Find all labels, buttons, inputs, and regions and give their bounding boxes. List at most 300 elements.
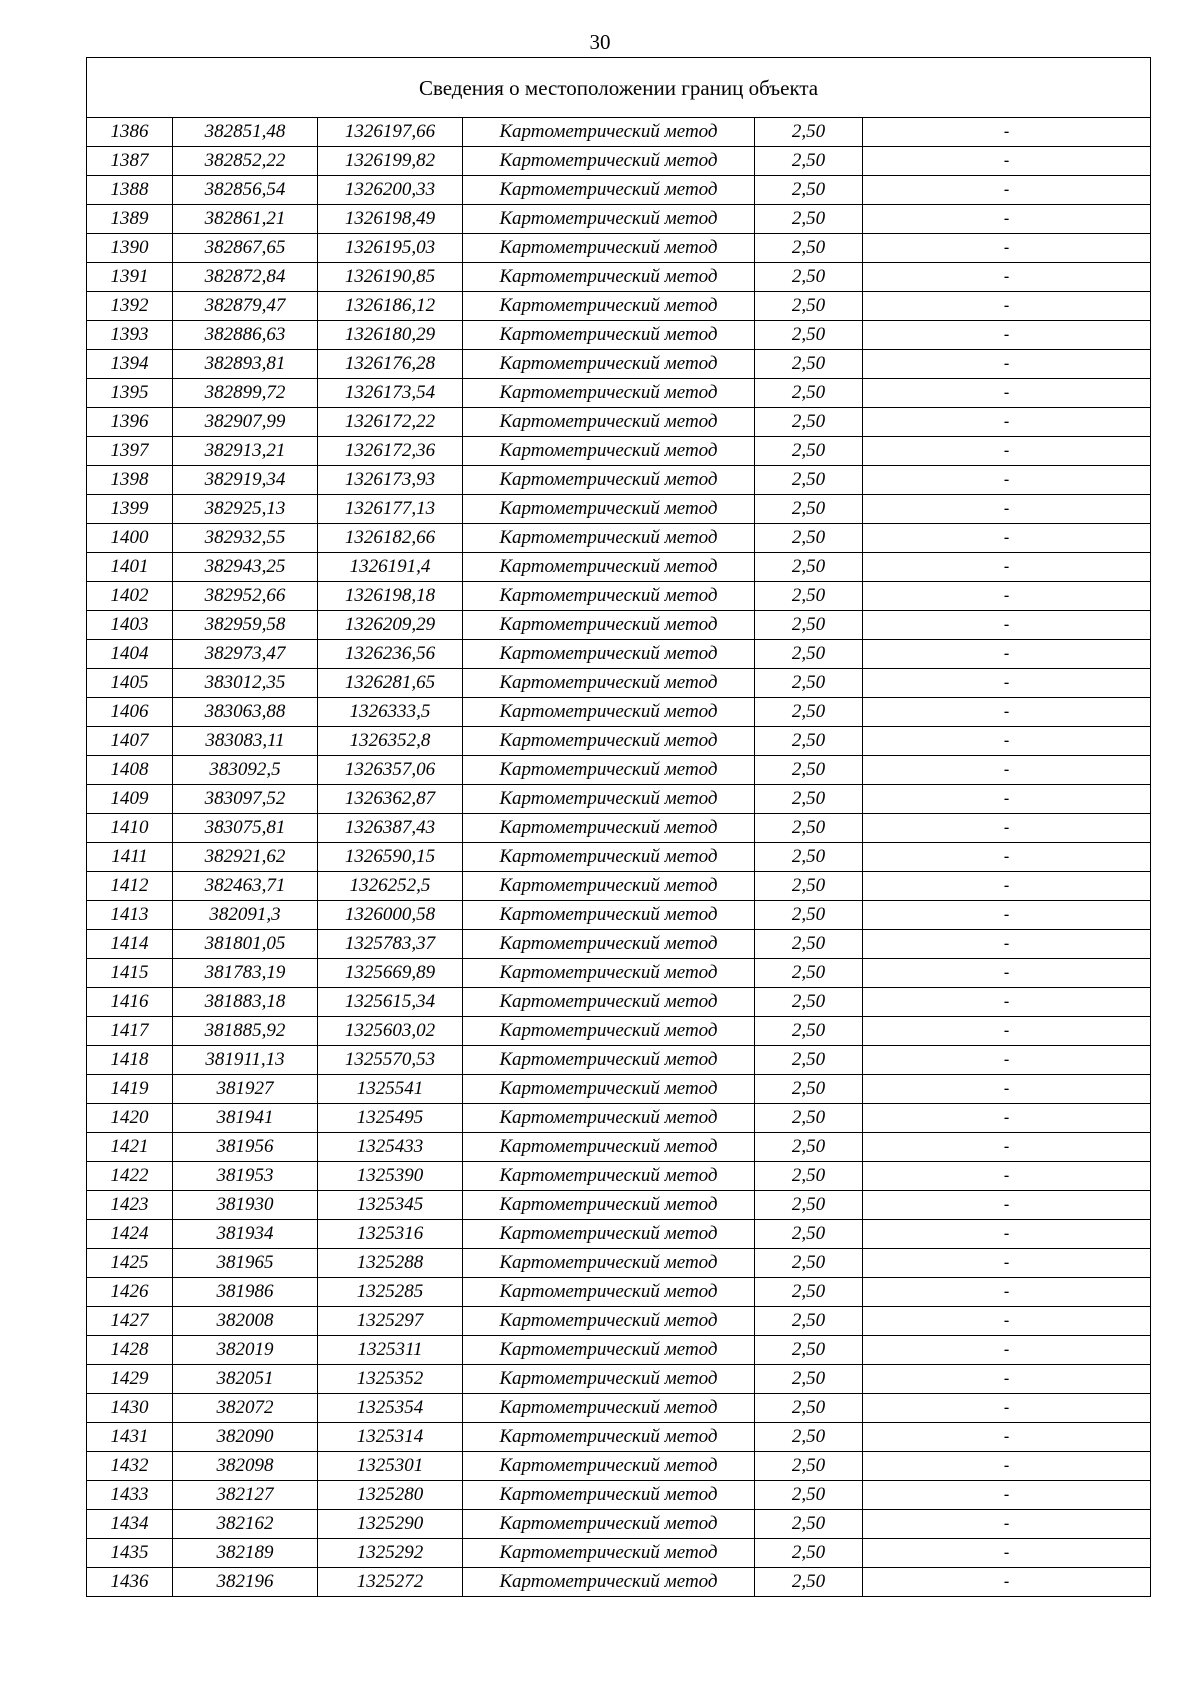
point-number-cell: 1395 — [87, 379, 173, 408]
method-cell: Картометрический метод — [463, 669, 755, 698]
method-cell: Картометрический метод — [463, 727, 755, 756]
table-row — [87, 1075, 1151, 1104]
table-row — [87, 205, 1151, 234]
table-row — [87, 524, 1151, 553]
table-row — [87, 1481, 1151, 1510]
description-cell: - — [863, 118, 1151, 147]
accuracy-cell: 2,50 — [755, 1162, 863, 1191]
description-cell: - — [863, 959, 1151, 988]
x-coordinate-cell: 381783,19 — [173, 959, 318, 988]
accuracy-cell: 2,50 — [755, 408, 863, 437]
method-cell: Картометрический метод — [463, 1133, 755, 1162]
description-cell: - — [863, 582, 1151, 611]
x-coordinate-cell: 382019 — [173, 1336, 318, 1365]
point-number-cell: 1400 — [87, 524, 173, 553]
description-cell: - — [863, 1191, 1151, 1220]
point-number-cell: 1418 — [87, 1046, 173, 1075]
accuracy-cell: 2,50 — [755, 437, 863, 466]
y-coordinate-cell: 1326182,66 — [318, 524, 463, 553]
description-cell: - — [863, 988, 1151, 1017]
table-row — [87, 1249, 1151, 1278]
description-cell: - — [863, 437, 1151, 466]
x-coordinate-cell: 381934 — [173, 1220, 318, 1249]
y-coordinate-cell: 1326357,06 — [318, 756, 463, 785]
x-coordinate-cell: 382879,47 — [173, 292, 318, 321]
table-row — [87, 814, 1151, 843]
method-cell: Картометрический метод — [463, 379, 755, 408]
table-row — [87, 727, 1151, 756]
y-coordinate-cell: 1326333,5 — [318, 698, 463, 727]
accuracy-cell: 2,50 — [755, 756, 863, 785]
x-coordinate-cell: 382189 — [173, 1539, 318, 1568]
point-number-cell: 1402 — [87, 582, 173, 611]
method-cell: Картометрический метод — [463, 872, 755, 901]
y-coordinate-cell: 1326191,4 — [318, 553, 463, 582]
accuracy-cell: 2,50 — [755, 1191, 863, 1220]
y-coordinate-cell: 1325433 — [318, 1133, 463, 1162]
method-cell: Картометрический метод — [463, 1220, 755, 1249]
method-cell: Картометрический метод — [463, 292, 755, 321]
method-cell: Картометрический метод — [463, 524, 755, 553]
table-row — [87, 1017, 1151, 1046]
y-coordinate-cell: 1326236,56 — [318, 640, 463, 669]
method-cell: Картометрический метод — [463, 408, 755, 437]
table-row — [87, 611, 1151, 640]
point-number-cell: 1389 — [87, 205, 173, 234]
method-cell: Картометрический метод — [463, 118, 755, 147]
description-cell: - — [863, 321, 1151, 350]
method-cell: Картометрический метод — [463, 785, 755, 814]
method-cell: Картометрический метод — [463, 756, 755, 785]
accuracy-cell: 2,50 — [755, 263, 863, 292]
method-cell: Картометрический метод — [463, 1046, 755, 1075]
method-cell: Картометрический метод — [463, 1017, 755, 1046]
accuracy-cell: 2,50 — [755, 698, 863, 727]
x-coordinate-cell: 382861,21 — [173, 205, 318, 234]
y-coordinate-cell: 1326195,03 — [318, 234, 463, 263]
accuracy-cell: 2,50 — [755, 1278, 863, 1307]
description-cell: - — [863, 1249, 1151, 1278]
y-coordinate-cell: 1326176,28 — [318, 350, 463, 379]
accuracy-cell: 2,50 — [755, 1017, 863, 1046]
accuracy-cell: 2,50 — [755, 1539, 863, 1568]
description-cell: - — [863, 727, 1151, 756]
method-cell: Картометрический метод — [463, 843, 755, 872]
method-cell: Картометрический метод — [463, 350, 755, 379]
table-title: Сведения о местоположении границ объекта — [87, 58, 1151, 118]
y-coordinate-cell: 1326197,66 — [318, 118, 463, 147]
description-cell: - — [863, 1539, 1151, 1568]
accuracy-cell: 2,50 — [755, 1568, 863, 1597]
description-cell: - — [863, 524, 1151, 553]
x-coordinate-cell: 381986 — [173, 1278, 318, 1307]
y-coordinate-cell: 1325352 — [318, 1365, 463, 1394]
x-coordinate-cell: 382973,47 — [173, 640, 318, 669]
method-cell: Картометрический метод — [463, 582, 755, 611]
method-cell: Картометрический метод — [463, 1278, 755, 1307]
x-coordinate-cell: 383092,5 — [173, 756, 318, 785]
method-cell: Картометрический метод — [463, 1481, 755, 1510]
method-cell: Картометрический метод — [463, 814, 755, 843]
y-coordinate-cell: 1325301 — [318, 1452, 463, 1481]
x-coordinate-cell: 382051 — [173, 1365, 318, 1394]
x-coordinate-cell: 382098 — [173, 1452, 318, 1481]
description-cell: - — [863, 234, 1151, 263]
accuracy-cell: 2,50 — [755, 1423, 863, 1452]
table-row — [87, 553, 1151, 582]
description-cell: - — [863, 698, 1151, 727]
y-coordinate-cell: 1325570,53 — [318, 1046, 463, 1075]
y-coordinate-cell: 1325603,02 — [318, 1017, 463, 1046]
point-number-cell: 1398 — [87, 466, 173, 495]
method-cell: Картометрический метод — [463, 1162, 755, 1191]
table-row — [87, 1162, 1151, 1191]
method-cell: Картометрический метод — [463, 1365, 755, 1394]
point-number-cell: 1393 — [87, 321, 173, 350]
y-coordinate-cell: 1325495 — [318, 1104, 463, 1133]
table-row — [87, 466, 1151, 495]
point-number-cell: 1394 — [87, 350, 173, 379]
point-number-cell: 1424 — [87, 1220, 173, 1249]
table-row — [87, 1539, 1151, 1568]
y-coordinate-cell: 1326180,29 — [318, 321, 463, 350]
method-cell: Картометрический метод — [463, 147, 755, 176]
table-row — [87, 292, 1151, 321]
description-cell: - — [863, 263, 1151, 292]
accuracy-cell: 2,50 — [755, 1452, 863, 1481]
accuracy-cell: 2,50 — [755, 1510, 863, 1539]
method-cell: Картометрический метод — [463, 1568, 755, 1597]
x-coordinate-cell: 382952,66 — [173, 582, 318, 611]
point-number-cell: 1430 — [87, 1394, 173, 1423]
accuracy-cell: 2,50 — [755, 959, 863, 988]
table-row — [87, 379, 1151, 408]
table-row — [87, 901, 1151, 930]
x-coordinate-cell: 383012,35 — [173, 669, 318, 698]
accuracy-cell: 2,50 — [755, 321, 863, 350]
y-coordinate-cell: 1325316 — [318, 1220, 463, 1249]
boundary-coordinates-table — [86, 57, 1151, 1597]
point-number-cell: 1429 — [87, 1365, 173, 1394]
x-coordinate-cell: 382886,63 — [173, 321, 318, 350]
point-number-cell: 1428 — [87, 1336, 173, 1365]
table-row — [87, 1510, 1151, 1539]
description-cell: - — [863, 1046, 1151, 1075]
description-cell: - — [863, 1075, 1151, 1104]
point-number-cell: 1387 — [87, 147, 173, 176]
point-number-cell: 1414 — [87, 930, 173, 959]
description-cell: - — [863, 930, 1151, 959]
description-cell: - — [863, 495, 1151, 524]
description-cell: - — [863, 1162, 1151, 1191]
x-coordinate-cell: 381911,13 — [173, 1046, 318, 1075]
x-coordinate-cell: 382943,25 — [173, 553, 318, 582]
point-number-cell: 1420 — [87, 1104, 173, 1133]
point-number-cell: 1432 — [87, 1452, 173, 1481]
point-number-cell: 1433 — [87, 1481, 173, 1510]
description-cell: - — [863, 785, 1151, 814]
y-coordinate-cell: 1325541 — [318, 1075, 463, 1104]
accuracy-cell: 2,50 — [755, 234, 863, 263]
y-coordinate-cell: 1326209,29 — [318, 611, 463, 640]
x-coordinate-cell: 381953 — [173, 1162, 318, 1191]
accuracy-cell: 2,50 — [755, 901, 863, 930]
description-cell: - — [863, 1510, 1151, 1539]
point-number-cell: 1408 — [87, 756, 173, 785]
y-coordinate-cell: 1325390 — [318, 1162, 463, 1191]
table-row — [87, 263, 1151, 292]
table-row — [87, 147, 1151, 176]
description-cell: - — [863, 466, 1151, 495]
method-cell: Картометрический метод — [463, 1307, 755, 1336]
accuracy-cell: 2,50 — [755, 785, 863, 814]
x-coordinate-cell: 383075,81 — [173, 814, 318, 843]
x-coordinate-cell: 381956 — [173, 1133, 318, 1162]
y-coordinate-cell: 1326172,36 — [318, 437, 463, 466]
table-row — [87, 118, 1151, 147]
y-coordinate-cell: 1326387,43 — [318, 814, 463, 843]
x-coordinate-cell: 381927 — [173, 1075, 318, 1104]
accuracy-cell: 2,50 — [755, 1394, 863, 1423]
x-coordinate-cell: 381930 — [173, 1191, 318, 1220]
x-coordinate-cell: 382925,13 — [173, 495, 318, 524]
y-coordinate-cell: 1326281,65 — [318, 669, 463, 698]
description-cell: - — [863, 379, 1151, 408]
table-row — [87, 321, 1151, 350]
accuracy-cell: 2,50 — [755, 466, 863, 495]
x-coordinate-cell: 382921,62 — [173, 843, 318, 872]
point-number-cell: 1407 — [87, 727, 173, 756]
accuracy-cell: 2,50 — [755, 611, 863, 640]
description-cell: - — [863, 1394, 1151, 1423]
accuracy-cell: 2,50 — [755, 1249, 863, 1278]
table-row — [87, 1568, 1151, 1597]
y-coordinate-cell: 1326186,12 — [318, 292, 463, 321]
accuracy-cell: 2,50 — [755, 147, 863, 176]
y-coordinate-cell: 1326590,15 — [318, 843, 463, 872]
y-coordinate-cell: 1325297 — [318, 1307, 463, 1336]
accuracy-cell: 2,50 — [755, 118, 863, 147]
accuracy-cell: 2,50 — [755, 1075, 863, 1104]
x-coordinate-cell: 382127 — [173, 1481, 318, 1510]
x-coordinate-cell: 382851,48 — [173, 118, 318, 147]
point-number-cell: 1421 — [87, 1133, 173, 1162]
method-cell: Картометрический метод — [463, 1510, 755, 1539]
x-coordinate-cell: 382919,34 — [173, 466, 318, 495]
accuracy-cell: 2,50 — [755, 843, 863, 872]
accuracy-cell: 2,50 — [755, 553, 863, 582]
accuracy-cell: 2,50 — [755, 495, 863, 524]
table-row — [87, 785, 1151, 814]
x-coordinate-cell: 382091,3 — [173, 901, 318, 930]
point-number-cell: 1390 — [87, 234, 173, 263]
accuracy-cell: 2,50 — [755, 524, 863, 553]
description-cell: - — [863, 1336, 1151, 1365]
table-row — [87, 1220, 1151, 1249]
description-cell: - — [863, 1481, 1151, 1510]
y-coordinate-cell: 1326000,58 — [318, 901, 463, 930]
table-row — [87, 176, 1151, 205]
y-coordinate-cell: 1326200,33 — [318, 176, 463, 205]
y-coordinate-cell: 1326352,8 — [318, 727, 463, 756]
table-row — [87, 669, 1151, 698]
y-coordinate-cell: 1326190,85 — [318, 263, 463, 292]
description-cell: - — [863, 872, 1151, 901]
accuracy-cell: 2,50 — [755, 379, 863, 408]
method-cell: Картометрический метод — [463, 1423, 755, 1452]
y-coordinate-cell: 1325615,34 — [318, 988, 463, 1017]
y-coordinate-cell: 1325783,37 — [318, 930, 463, 959]
description-cell: - — [863, 1307, 1151, 1336]
table-row — [87, 1046, 1151, 1075]
accuracy-cell: 2,50 — [755, 582, 863, 611]
description-cell: - — [863, 147, 1151, 176]
accuracy-cell: 2,50 — [755, 350, 863, 379]
table-row — [87, 1365, 1151, 1394]
point-number-cell: 1388 — [87, 176, 173, 205]
description-cell: - — [863, 205, 1151, 234]
x-coordinate-cell: 383083,11 — [173, 727, 318, 756]
accuracy-cell: 2,50 — [755, 1336, 863, 1365]
method-cell: Картометрический метод — [463, 234, 755, 263]
x-coordinate-cell: 382856,54 — [173, 176, 318, 205]
point-number-cell: 1427 — [87, 1307, 173, 1336]
x-coordinate-cell: 381801,05 — [173, 930, 318, 959]
method-cell: Картометрический метод — [463, 640, 755, 669]
method-cell: Картометрический метод — [463, 611, 755, 640]
method-cell: Картометрический метод — [463, 321, 755, 350]
table-row — [87, 437, 1151, 466]
method-cell: Картометрический метод — [463, 176, 755, 205]
method-cell: Картометрический метод — [463, 901, 755, 930]
point-number-cell: 1431 — [87, 1423, 173, 1452]
description-cell: - — [863, 1568, 1151, 1597]
method-cell: Картометрический метод — [463, 1539, 755, 1568]
x-coordinate-cell: 382913,21 — [173, 437, 318, 466]
method-cell: Картометрический метод — [463, 437, 755, 466]
accuracy-cell: 2,50 — [755, 727, 863, 756]
method-cell: Картометрический метод — [463, 553, 755, 582]
description-cell: - — [863, 756, 1151, 785]
y-coordinate-cell: 1325311 — [318, 1336, 463, 1365]
point-number-cell: 1403 — [87, 611, 173, 640]
description-cell: - — [863, 1423, 1151, 1452]
x-coordinate-cell: 383063,88 — [173, 698, 318, 727]
table-row — [87, 930, 1151, 959]
table-title-row — [87, 58, 1151, 118]
point-number-cell: 1435 — [87, 1539, 173, 1568]
point-number-cell: 1409 — [87, 785, 173, 814]
description-cell: - — [863, 1365, 1151, 1394]
point-number-cell: 1417 — [87, 1017, 173, 1046]
point-number-cell: 1423 — [87, 1191, 173, 1220]
point-number-cell: 1426 — [87, 1278, 173, 1307]
point-number-cell: 1436 — [87, 1568, 173, 1597]
table-row — [87, 756, 1151, 785]
y-coordinate-cell: 1325272 — [318, 1568, 463, 1597]
y-coordinate-cell: 1326362,87 — [318, 785, 463, 814]
point-number-cell: 1406 — [87, 698, 173, 727]
x-coordinate-cell: 382932,55 — [173, 524, 318, 553]
y-coordinate-cell: 1326173,93 — [318, 466, 463, 495]
accuracy-cell: 2,50 — [755, 176, 863, 205]
table-row — [87, 1278, 1151, 1307]
accuracy-cell: 2,50 — [755, 1365, 863, 1394]
y-coordinate-cell: 1325345 — [318, 1191, 463, 1220]
table-body — [87, 58, 1151, 1597]
method-cell: Картометрический метод — [463, 1452, 755, 1481]
y-coordinate-cell: 1326252,5 — [318, 872, 463, 901]
x-coordinate-cell: 382852,22 — [173, 147, 318, 176]
y-coordinate-cell: 1326172,22 — [318, 408, 463, 437]
method-cell: Картометрический метод — [463, 495, 755, 524]
method-cell: Картометрический метод — [463, 205, 755, 234]
accuracy-cell: 2,50 — [755, 640, 863, 669]
x-coordinate-cell: 381965 — [173, 1249, 318, 1278]
x-coordinate-cell: 381883,18 — [173, 988, 318, 1017]
description-cell: - — [863, 843, 1151, 872]
accuracy-cell: 2,50 — [755, 205, 863, 234]
y-coordinate-cell: 1326173,54 — [318, 379, 463, 408]
point-number-cell: 1404 — [87, 640, 173, 669]
x-coordinate-cell: 382867,65 — [173, 234, 318, 263]
y-coordinate-cell: 1326199,82 — [318, 147, 463, 176]
point-number-cell: 1405 — [87, 669, 173, 698]
method-cell: Картометрический метод — [463, 959, 755, 988]
table-row — [87, 495, 1151, 524]
table-row — [87, 408, 1151, 437]
method-cell: Картометрический метод — [463, 1104, 755, 1133]
y-coordinate-cell: 1326177,13 — [318, 495, 463, 524]
point-number-cell: 1422 — [87, 1162, 173, 1191]
table-row — [87, 640, 1151, 669]
accuracy-cell: 2,50 — [755, 1046, 863, 1075]
point-number-cell: 1419 — [87, 1075, 173, 1104]
table-row — [87, 1104, 1151, 1133]
description-cell: - — [863, 553, 1151, 582]
description-cell: - — [863, 640, 1151, 669]
x-coordinate-cell: 382162 — [173, 1510, 318, 1539]
x-coordinate-cell: 382907,99 — [173, 408, 318, 437]
x-coordinate-cell: 382872,84 — [173, 263, 318, 292]
point-number-cell: 1392 — [87, 292, 173, 321]
description-cell: - — [863, 1452, 1151, 1481]
table-row — [87, 1452, 1151, 1481]
table-row — [87, 350, 1151, 379]
description-cell: - — [863, 669, 1151, 698]
y-coordinate-cell: 1326198,18 — [318, 582, 463, 611]
description-cell: - — [863, 1017, 1151, 1046]
table-row — [87, 1133, 1151, 1162]
point-number-cell: 1401 — [87, 553, 173, 582]
method-cell: Картометрический метод — [463, 1249, 755, 1278]
table-row — [87, 1336, 1151, 1365]
x-coordinate-cell: 382893,81 — [173, 350, 318, 379]
method-cell: Картометрический метод — [463, 1191, 755, 1220]
method-cell: Картометрический метод — [463, 1336, 755, 1365]
table-row — [87, 698, 1151, 727]
table-row — [87, 234, 1151, 263]
accuracy-cell: 2,50 — [755, 930, 863, 959]
method-cell: Картометрический метод — [463, 1075, 755, 1104]
point-number-cell: 1413 — [87, 901, 173, 930]
method-cell: Картометрический метод — [463, 466, 755, 495]
point-number-cell: 1411 — [87, 843, 173, 872]
table-row — [87, 582, 1151, 611]
x-coordinate-cell: 382463,71 — [173, 872, 318, 901]
method-cell: Картометрический метод — [463, 698, 755, 727]
table-row — [87, 1423, 1151, 1452]
